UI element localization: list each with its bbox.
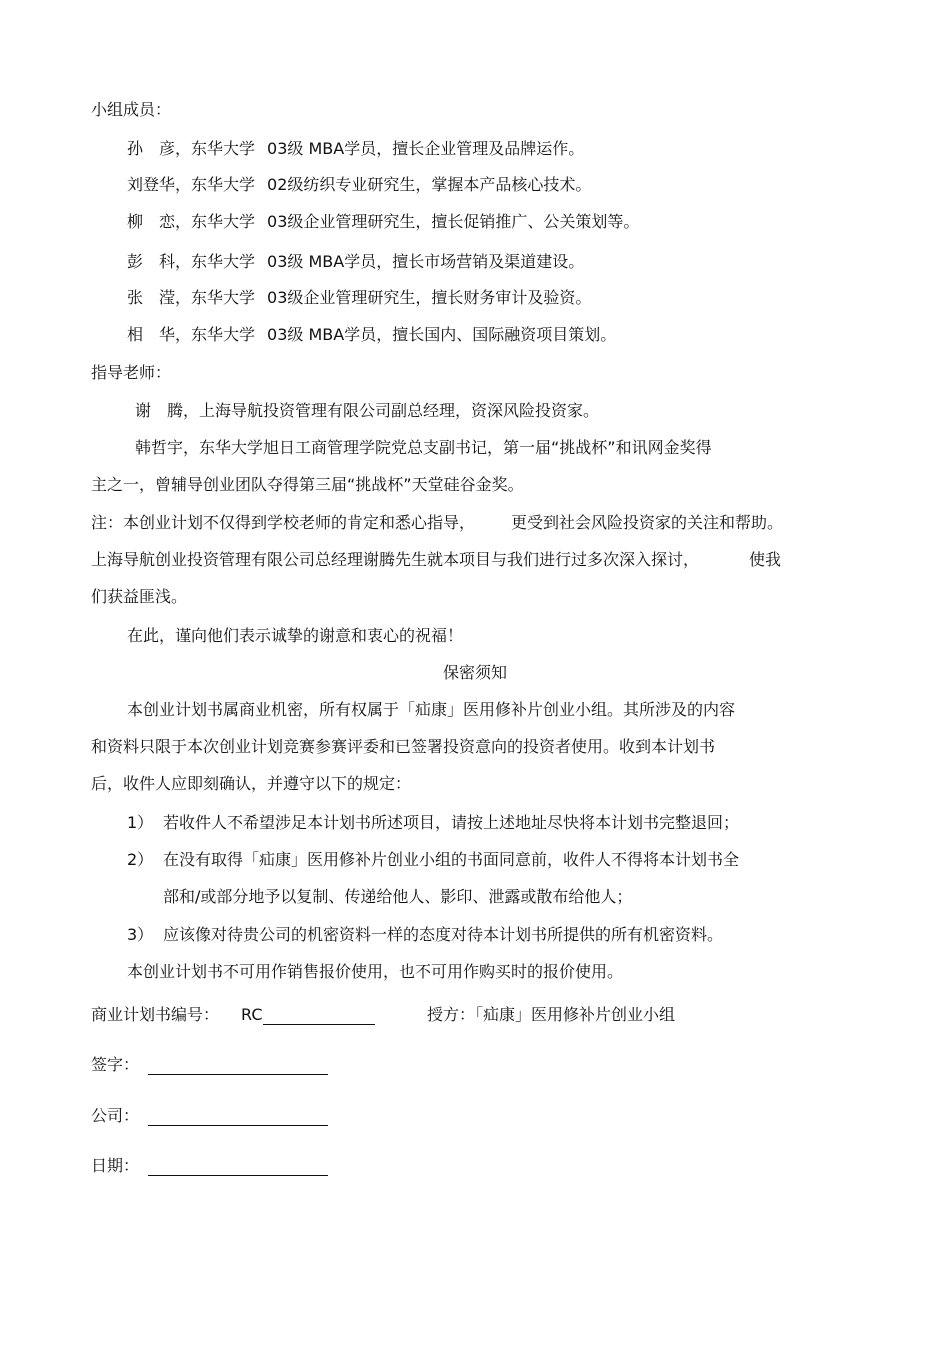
confidential-intro: 本创业计划书属商业机密，所有权属于「疝康」医用修补片创业小组。其所涉及的内容 — [127, 700, 736, 719]
advisors-heading: 指导老师： — [91, 363, 172, 382]
advisor-line: 韩哲宇，东华大学旭日工商管理学院党总支副书记，第一届“挑战杯”和讯网金奖得 — [135, 438, 712, 457]
member-desc: 03级 MBA学员，擅长企业管理及品牌运作。 — [267, 139, 585, 158]
confidential-intro: 后，收件人应即刻确认，并遵守以下的规定： — [91, 774, 412, 793]
grantor-label: 授方：「疝康」医用修补片创业小组 — [427, 1005, 676, 1024]
member-desc: 03级 MBA学员，擅长国内、国际融资项目策划。 — [267, 325, 617, 344]
member-row — [127, 288, 591, 308]
member-name: 彭 科，东华大学 — [127, 252, 256, 271]
thanks-line: 在此，谨向他们表示诚挚的谢意和衷心的祝福！ — [127, 626, 464, 645]
note-text: 上海导航创业投资管理有限公司总经理谢腾先生就本项目与我们进行过多次深入探讨， — [91, 550, 700, 569]
member-row — [127, 212, 639, 232]
date-label: 日期： — [91, 1156, 140, 1175]
note-line — [91, 550, 781, 570]
member-row — [127, 175, 591, 195]
member-name: 柳 恋，东华大学 — [127, 212, 256, 231]
member-desc: 03级企业管理研究生，擅长促销推广、公关策划等。 — [267, 212, 640, 231]
note-text: 更受到社会风险投资家的关注和帮助。 — [511, 513, 784, 532]
note-line — [91, 513, 783, 533]
note-text: 使我 — [749, 550, 782, 569]
member-row — [127, 252, 584, 272]
member-desc: 02级纺织专业研究生，掌握本产品核心技术。 — [267, 175, 592, 194]
company-label: 公司： — [91, 1106, 140, 1125]
rule-text: 若收件人不希望涉足本计划书所述项目，请按上述地址尽快将本计划书完整退回； — [163, 813, 740, 832]
rule-item — [127, 813, 739, 833]
rule-text: 在没有取得「疝康」医用修补片创业小组的书面同意前，收件人不得将本计划书全 — [163, 850, 740, 869]
confidential-intro: 和资料只限于本次创业计划竞赛参赛评委和已签署投资意向的投资者使用。收到本计划书 — [91, 737, 716, 756]
plan-number-label: 商业计划书编号： — [91, 1005, 220, 1024]
rule-item-continuation: 部和/或部分地予以复制、传递给他人、影印、泄露或散布给他人； — [163, 887, 633, 906]
rule-item — [127, 850, 739, 870]
plan-number-blank[interactable] — [263, 1006, 375, 1025]
member-desc: 03级 MBA学员，擅长市场营销及渠道建设。 — [267, 252, 585, 271]
member-row — [127, 325, 616, 345]
sign-label: 签字： — [91, 1055, 140, 1074]
rule-text: 应该像对待贵公司的机密资料一样的态度对待本计划书所提供的所有机密资料。 — [163, 925, 724, 944]
member-name: 张 滢，东华大学 — [127, 288, 256, 307]
sign-blank[interactable] — [148, 1058, 328, 1075]
member-row — [127, 139, 584, 159]
members-heading: 小组成员： — [91, 100, 172, 119]
rule-number: 3） — [127, 925, 154, 944]
advisor-line: 主之一，曾辅导创业团队夺得第三届“挑战杯”天堂硅谷金奖。 — [91, 475, 524, 494]
date-blank[interactable] — [148, 1159, 328, 1176]
confidential-closing: 本创业计划书不可用作销售报价使用，也不可用作购买时的报价使用。 — [127, 962, 624, 981]
rule-number: 1） — [127, 813, 154, 832]
member-name: 孙 彦，东华大学 — [127, 139, 256, 158]
plan-number-prefix: RC — [241, 1005, 263, 1024]
confidential-title: 保密须知 — [442, 663, 507, 682]
member-desc: 03级企业管理研究生，擅长财务审计及验资。 — [267, 288, 592, 307]
note-text: 注：本创业计划不仅得到学校老师的肯定和悉心指导， — [91, 513, 476, 532]
advisor-line: 谢 腾，上海导航投资管理有限公司副总经理，资深风险投资家。 — [135, 401, 600, 420]
member-name: 相 华，东华大学 — [127, 325, 256, 344]
rule-number: 2） — [127, 850, 154, 869]
note-line: 们获益匪浅。 — [91, 587, 188, 606]
plan-number-row — [91, 1005, 375, 1025]
member-name: 刘登华，东华大学 — [127, 175, 256, 194]
company-blank[interactable] — [148, 1109, 328, 1126]
rule-item — [127, 925, 723, 945]
